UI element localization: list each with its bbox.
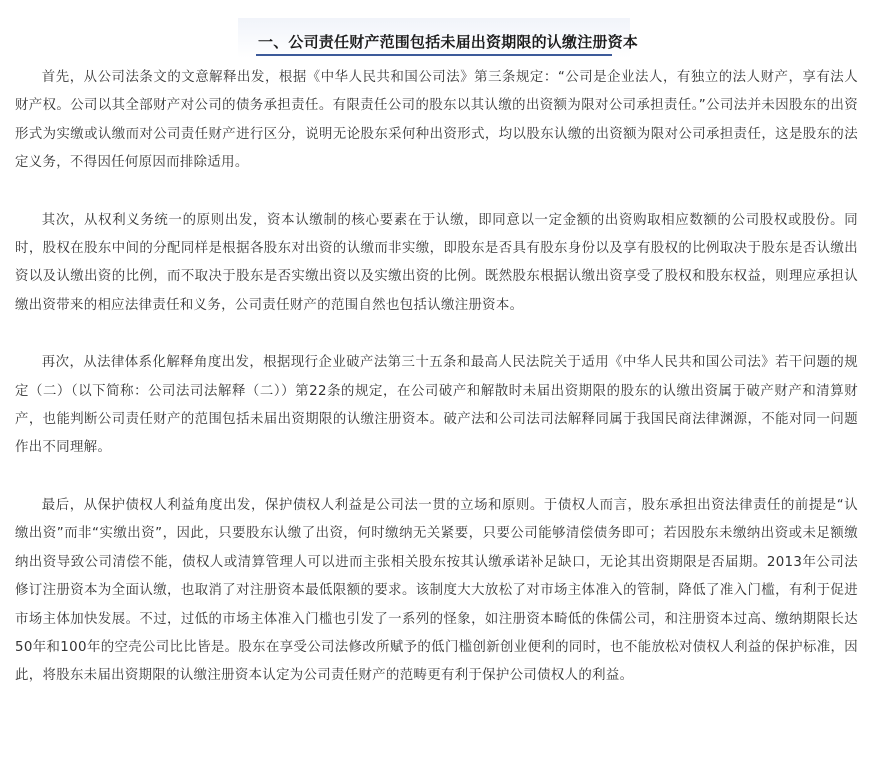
section-heading: 一、公司责任财产范围包括未届出资期限的认缴注册资本 (258, 33, 639, 51)
paragraph-first: 首先，从公司法条文的文意解释出发，根据《中华人民共和国公司法》第三条规定：“公司是企业法人，有独立的法人财产，享有法人财产权。公司以其全部财产对公司的债务承担责任。有限责任公司的股东以其认缴的出资额为限对公司承担责任。”公司法并未因股东的出资形式为实缴或认缴而对公司责任财产进行区分，说明无论股东采何种出资形式，均以股东认缴的出资额为限对公司承担责任，这是股东的法定义务，不得因任何原因而排除适用。 (15, 70, 858, 171)
article-body (15, 64, 858, 691)
section-heading-block (238, 18, 639, 58)
paragraph-second: 其次，从权利义务统一的原则出发，资本认缴制的核心要素在于认缴，即同意以一定金额的出资购取相应数额的公司股权或股份。同时，股权在股东中间的分配同样是根据各股东对出资的认缴而非实缴，即股东是否具有股东身份以及享有股权的比例取决于股东是否认缴出资以及认缴出资的比例，而不取决于股东是否实缴出资以及实缴出资的比例。既然股东根据认缴出资享受了股权和股东权益，则理应承担认缴出资带来的相应法律责任和义务，公司责任财产的范围自然也包括认缴注册资本。 (15, 212, 858, 313)
heading-underline (256, 54, 612, 56)
paragraph-fourth: 最后，从保护债权人利益角度出发，保护债权人利益是公司法一贯的立场和原则。于债权人而言，股东承担出资法律责任的前提是“认缴出资”而非“实缴出资”，因此，只要股东认缴了出资，何时缴纳无关紧要，只要公司能够清偿债务即可；若因股东未缴纳出资或未足额缴纳出资导致公司清偿不能，债权人或清算管理人可以进而主张相关股东按其认缴承诺补足缺口，无论其出资期限是否届期。2013年公司法修订注册资本为全面认缴，也取消了对注册资本最低限额的要求。该制度大大放松了对市场主体准入的管制，降低了准入门槛，有利于促进市场主体加快发展。不过，过低的市场主体准入门槛也引发了一系列的怪象，如注册资本畸低的侏儒公司，和注册资本过高、缴纳期限长达50年和100年的空壳公司比比皆是。股东在享受公司法修改所赋予的低门槛创新创业便利的同时，也不能放松对债权人利益的保护标准，因此，将股东未届出资期限的认缴注册资本认定为公司责任财产的范畴更有利于保护公司债权人的利益。 (15, 497, 858, 684)
paragraph-third: 再次，从法律体系化解释角度出发，根据现行企业破产法第三十五条和最高人民法院关于适用《中华人民共和国公司法》若干问题的规定（二）（以下简称：公司法司法解释（二））第22条的规定，在公司破产和解散时未届出资期限的股东的认缴出资属于破产财产和清算财产，也能判断公司责任财产的范围包括未届出资期限的认缴注册资本。破产法和公司法司法解释同属于我国民商法律渊源，不能对同一问题作出不同理解。 (15, 355, 858, 456)
